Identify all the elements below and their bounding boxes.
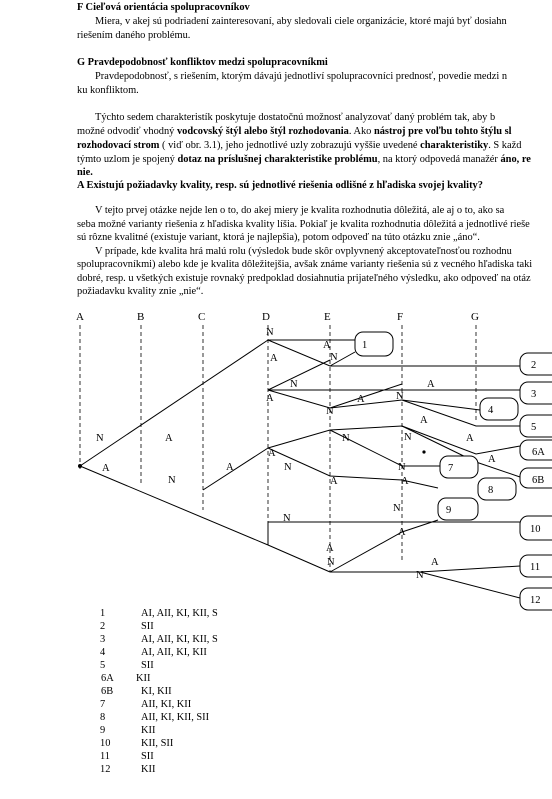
label-yes: A (102, 463, 110, 474)
label-no: N (330, 352, 338, 363)
label-yes: A (268, 448, 276, 459)
leaf-box-7 (440, 456, 478, 478)
legend-id: 3 (100, 634, 106, 645)
label-no: N (96, 433, 104, 444)
summary-emphasis: vodcovský štýl alebo štýl rozhodovania (176, 126, 349, 137)
leaf-box-1 (355, 332, 393, 356)
label-no: N (342, 433, 350, 444)
legend-styles: AII, KI, KII (141, 699, 192, 710)
section-a-p1-line-3: sú rôzne kvalitné (existuje variant, ktorá je najlepšia), potom odpoveď na túto otázku znie „áno“. (77, 232, 480, 243)
label-yes: A (427, 379, 435, 390)
label-yes: A (266, 393, 274, 404)
label-yes: A (357, 394, 365, 405)
label-yes: A (226, 462, 234, 473)
label-yes: A (488, 454, 496, 465)
section-f-line-2: riešením daného problému. (77, 30, 191, 41)
summary-emphasis: áno, re (500, 154, 531, 165)
leaf-label-9: 9 (446, 505, 452, 516)
branch (203, 448, 268, 490)
section-a-p2-line-4: požiadavku kvality znie „nie“. (77, 286, 204, 297)
legend-styles: KII (141, 725, 156, 736)
leaf-label-10: 10 (530, 524, 541, 535)
legend-id: 10 (100, 738, 111, 749)
leaf-box-8 (478, 478, 516, 500)
label-no: N (266, 327, 274, 338)
column-label-c: C (198, 311, 206, 323)
branch (268, 522, 520, 545)
branch (402, 400, 480, 410)
legend-styles: SII (141, 621, 154, 632)
column-labels (76, 311, 479, 323)
legend-styles: KII, SII (141, 738, 174, 749)
leaf-label-6a: 6A (532, 447, 545, 458)
branch (268, 340, 520, 366)
section-a-p1-line-1: V tejto prvej otázke nejde len o to, do akej miery je kvalita rozhodnutia dôležitá, ale aj o to, ako sa (95, 205, 505, 216)
branch (268, 360, 330, 390)
leaf-box-9 (438, 498, 478, 520)
leaf-label-1: 1 (362, 340, 368, 351)
branch (268, 545, 330, 572)
label-yes: A (323, 340, 331, 351)
leaf-label-3: 3 (531, 389, 537, 400)
label-no: N (327, 557, 335, 568)
leaf-label-12: 12 (530, 595, 541, 606)
label-yes: A (401, 476, 409, 487)
label-no: N (290, 379, 298, 390)
leaf-label-2: 2 (531, 360, 537, 371)
leaf-label-8: 8 (488, 485, 494, 496)
section-a-p2-line-1: V prípade, kde kvalita hrá malú rolu (výsledok bude skôr ovplyvnený akceptovateľnosťou rozhodnu (95, 246, 512, 257)
label-yes: A (431, 557, 439, 568)
legend-id: 12 (100, 764, 111, 775)
leaf-label-6b: 6B (532, 475, 545, 486)
column-label-f: F (397, 311, 404, 323)
legend-id: 9 (100, 725, 106, 736)
legend-styles: KII (141, 764, 156, 775)
summary-text: , na ktorý odpovedá manažér (377, 154, 501, 165)
legend-styles: AI, AII, KI, KII, S (141, 608, 218, 619)
legend-styles: KI, KII (141, 686, 172, 697)
legend-id: 4 (100, 647, 106, 658)
node-marker (422, 450, 425, 453)
legend-styles: SII (141, 660, 154, 671)
legend-id: 7 (100, 699, 106, 710)
legend-styles: KII (136, 673, 151, 684)
legend-styles: SII (141, 751, 154, 762)
label-no: N (404, 432, 412, 443)
summary-emphasis: charakteristiky (420, 140, 489, 151)
legend-id: 5 (100, 660, 106, 671)
legend-id: 2 (100, 621, 106, 632)
branch (330, 520, 438, 572)
column-label-b: B (137, 311, 145, 323)
label-no: N (398, 462, 406, 473)
summary-text: ( viď obr. 3.1), jeho jednotlivé uzly zobrazujú vyššie uvedené (159, 140, 421, 151)
branch (268, 448, 438, 488)
leaf-label-5: 5 (531, 422, 537, 433)
section-g-line-2: ku konfliktom. (77, 85, 139, 96)
leaf-label-4: 4 (488, 405, 494, 416)
section-a-p2-line-2: spolupracovníkmi) alebo kde je kvalita dôležitejšia, avšak známe varianty riešenia sú z vecného hľadiska taki (77, 259, 533, 270)
section-g-line-1: Pravdepodobnosť, s riešením, ktorým dávajú jednotliví spolupracovníci prednosť, povedie medzi n (95, 71, 508, 82)
section-a-p1-line-2: seba možné varianty riešenia z hľadiska kvality líšia. Pokiaľ je kvalita rozhodnutia dôležitá a jednotlivé rieše (77, 219, 530, 230)
label-no: N (326, 406, 334, 417)
legend-styles: AI, AII, KI, KII, S (141, 634, 218, 645)
section-f-line-1: Miera, v akej sú podriadení zainteresovaní, aby sledovali ciele organizácie, ktoré majú byť dosiahn (95, 16, 507, 27)
legend-id: 11 (100, 751, 111, 762)
column-guides (80, 325, 476, 572)
label-no: N (283, 513, 291, 524)
column-label-g: G (471, 311, 479, 323)
label-yes: A (466, 433, 474, 444)
label-yes: A (398, 527, 406, 538)
column-label-a: A (76, 311, 84, 323)
legend-id: 1 (100, 608, 106, 619)
legend-styles: AI, AII, KI, KII (141, 647, 207, 658)
label-yes: A (165, 433, 173, 444)
branch (268, 390, 402, 408)
summary-line-1: Týchto sedem charakteristík poskytuje dostatočnú možnosť analyzovať daný problém tak, aby b (95, 112, 496, 123)
legend-id: 6A (101, 673, 114, 684)
section-f-heading: F Cieľová orientácia spolupracovníkov (77, 2, 250, 13)
summary-emphasis: rozhodovací strom (77, 140, 160, 151)
summary-text: . S každ (488, 140, 522, 151)
leaf-box-4 (480, 398, 518, 420)
leaf-boxes (355, 332, 552, 610)
summary-text: možné odvodiť vhodný (77, 126, 177, 137)
section-g-heading: G Pravdepodobnosť konfliktov medzi spolupracovníkmi (77, 57, 328, 68)
summary-text: týmto uzlom je spojený (77, 154, 178, 165)
leaf-label-11: 11 (530, 562, 541, 573)
branch (80, 340, 268, 466)
legend-styles: AII, KI, KII, SII (141, 712, 210, 723)
root-node (78, 464, 82, 468)
label-yes: A (330, 476, 338, 487)
branch (268, 426, 402, 448)
leaf-label-7: 7 (448, 463, 454, 474)
section-a-heading: A Existujú požiadavky kvality, resp. sú jednotlivé riešenia odlišné z hľadiska svojej kvality? (77, 180, 483, 191)
label-no: N (416, 570, 424, 581)
label-no: N (168, 475, 176, 486)
section-a-p2-line-3: dobré, resp. u všetkých existuje rovnaký predpoklad dosiahnutia prijateľného výsledku, ako odpoveď na otáz (77, 273, 531, 284)
label-no: N (284, 462, 292, 473)
summary-emphasis: nástroj pre voľbu tohto štýlu sl (373, 126, 512, 137)
summary-emphasis: dotaz na príslušnej charakteristike problému (177, 154, 378, 165)
branch-labels (96, 327, 496, 581)
column-label-e: E (324, 311, 331, 323)
label-yes: A (270, 353, 278, 364)
branch (402, 426, 520, 454)
summary-text: . Ako (348, 126, 374, 137)
legend-id: 6B (101, 686, 114, 697)
legend-id: 8 (100, 712, 106, 723)
label-yes: A (420, 415, 428, 426)
label-no: N (393, 503, 401, 514)
summary-line-5: nie. (77, 167, 93, 178)
column-label-d: D (262, 311, 270, 323)
label-yes: A (326, 543, 334, 554)
branch (420, 572, 520, 598)
branch (330, 566, 520, 572)
label-no: N (396, 391, 404, 402)
